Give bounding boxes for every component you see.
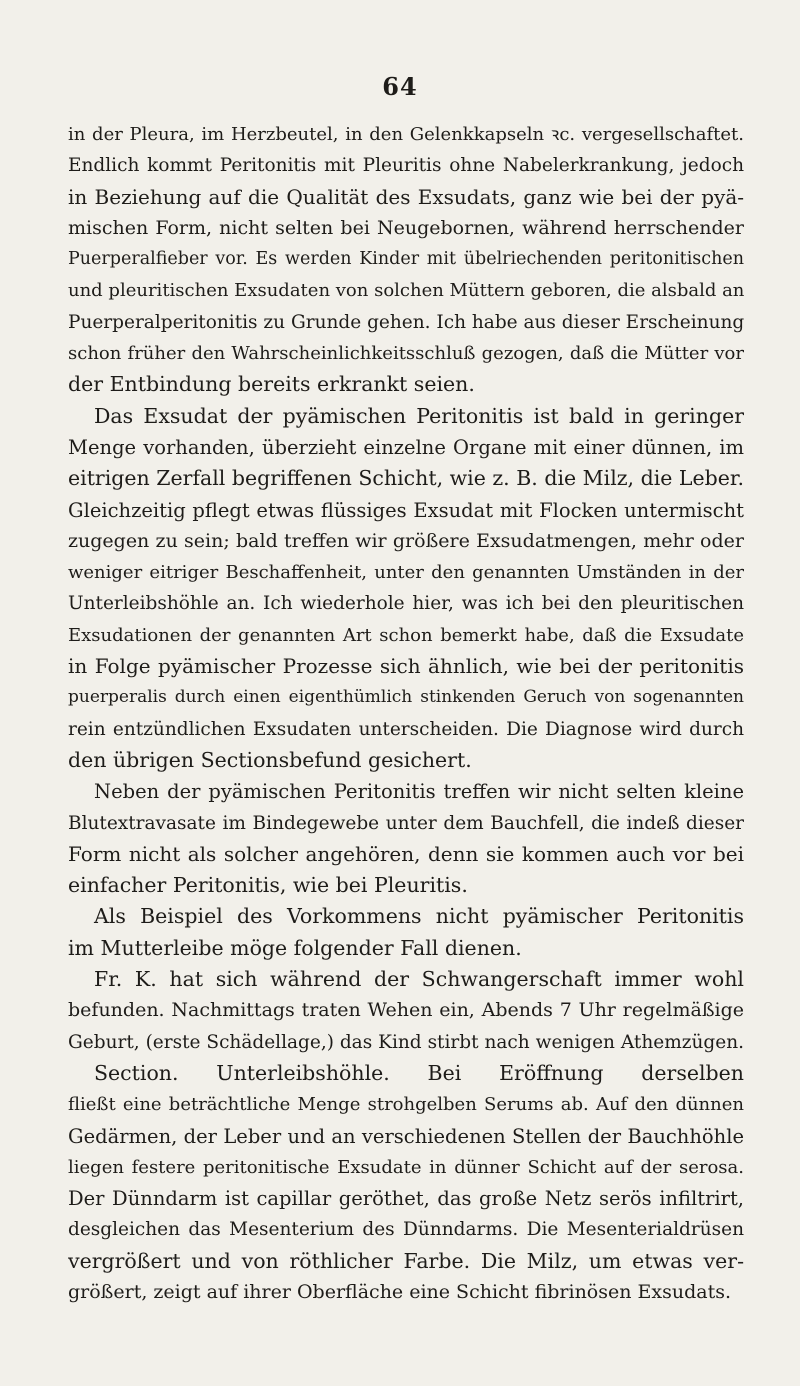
text-line: eitrigen Zerfall begriffenen Schicht, wie z. B. die Milz, die Leber. [68, 466, 744, 491]
text-line: Endlich kommt Peritonitis mit Pleuritis ohne Nabelerkrankung, jedoch [68, 155, 744, 177]
text-line: Puerperalfieber vor. Es werden Kinder mit übelriechenden peritonitischen [68, 249, 744, 270]
text-line: größert, zeigt auf ihrer Oberfläche eine Schicht fibrinösen Exsudats. [68, 1280, 732, 1303]
text-line: Unterleibshöhle an. Ich wiederhole hier, was ich bei den pleuritischen [68, 593, 744, 615]
text-line: Gleichzeitig pflegt etwas flüssiges Exsudat mit Flocken untermischt [68, 498, 744, 522]
text-line: schon früher den Wahrscheinlichkeitsschluß gezogen, daß die Mütter vor [68, 343, 744, 365]
text-line: und pleuritischen Exsudaten von solchen Müttern geboren, die alsbald an [68, 280, 744, 302]
text-line: in Beziehung auf die Qualität des Exsudats, ganz wie bei der pyä- [68, 184, 744, 209]
text-line: Als Beispiel des Vorkommens nicht pyämischer Peritonitis [94, 904, 744, 929]
text-line: puerperalis durch einen eigenthümlich stinkenden Geruch von sogenannten [68, 687, 744, 708]
text-line: desgleichen das Mesenterium des Dünndarms. Die Mesenterialdrüsen [68, 1219, 744, 1241]
text-line: befunden. Nachmittags traten Wehen ein, Abends 7 Uhr regelmäßige [68, 999, 744, 1022]
text-line: Das Exsudat der pyämischen Peritonitis ist bald in geringer [94, 403, 744, 428]
text-line: Menge vorhanden, überzieht einzelne Organe mit einer dünnen, im [68, 435, 744, 459]
text-line: mischen Form, nicht selten bei Neugebornen, während herrschender [68, 216, 744, 239]
text-line: in Folge pyämischer Prozesse sich ähnlich, wie bei der peritonitis [68, 654, 744, 679]
text-line: im Mutterleibe möge folgender Fall dienen. [68, 935, 522, 960]
text-line: Puerperalperitonitis zu Grunde gehen. Ich habe aus dieser Erscheinung [68, 311, 744, 333]
text-line: zugegen zu sein; bald treffen wir größere Exsudatmengen, mehr oder [68, 529, 744, 552]
text-line: Neben der pyämischen Peritonitis treffen wir nicht selten kleine [94, 780, 744, 804]
text-line: Section. Unterleibshöhle. Bei Eröffnung derselben [94, 1060, 744, 1085]
text-line: Blutextravasate im Bindegewebe unter dem Bauchfell, die indeß dieser [68, 812, 744, 834]
text-line: vergrößert und von röthlicher Farbe. Die Milz, um etwas ver- [68, 1248, 744, 1273]
text-line: weniger eitriger Beschaffenheit, unter den genannten Umständen in der [68, 562, 744, 584]
text-line: in der Pleura, im Herzbeutel, in den Gelenkkapseln ꝛc. vergesellschaftet. [68, 124, 744, 145]
text-line: liegen festere peritonitische Exsudate in dünner Schicht auf der serosa. [68, 1156, 744, 1178]
text-line: fließt eine beträchtliche Menge strohgelben Serums ab. Auf den dünnen [68, 1094, 744, 1116]
text-line: der Entbindung bereits erkrankt seien. [68, 372, 475, 397]
text-line: Fr. K. hat sich während der Schwangerschaft immer wohl [94, 967, 744, 992]
page-number: 64 [382, 72, 418, 101]
text-line: den übrigen Sectionsbefund gesichert. [68, 747, 472, 772]
text-line: Geburt, (erste Schädellage,) das Kind stirbt nach wenigen Athemzügen. [68, 1031, 744, 1053]
text-line: Gedärmen, der Leber und an verschiedenen Stellen der Bauchhöhle [68, 1124, 744, 1148]
text-line: Der Dünndarm ist capillar geröthet, das große Netz serös infiltrirt, [68, 1187, 744, 1211]
text-line: rein entzündlichen Exsudaten unterscheiden. Die Diagnose wird durch [68, 718, 744, 740]
body-text [68, 119, 744, 1308]
text-line: einfacher Peritonitis, wie bei Pleuritis. [68, 873, 468, 898]
text-line: Exsudationen der genannten Art schon bemerkt habe, daß die Exsudate [68, 624, 744, 646]
text-line: Form nicht als solcher angehören, denn sie kommen auch vor bei [68, 841, 744, 866]
